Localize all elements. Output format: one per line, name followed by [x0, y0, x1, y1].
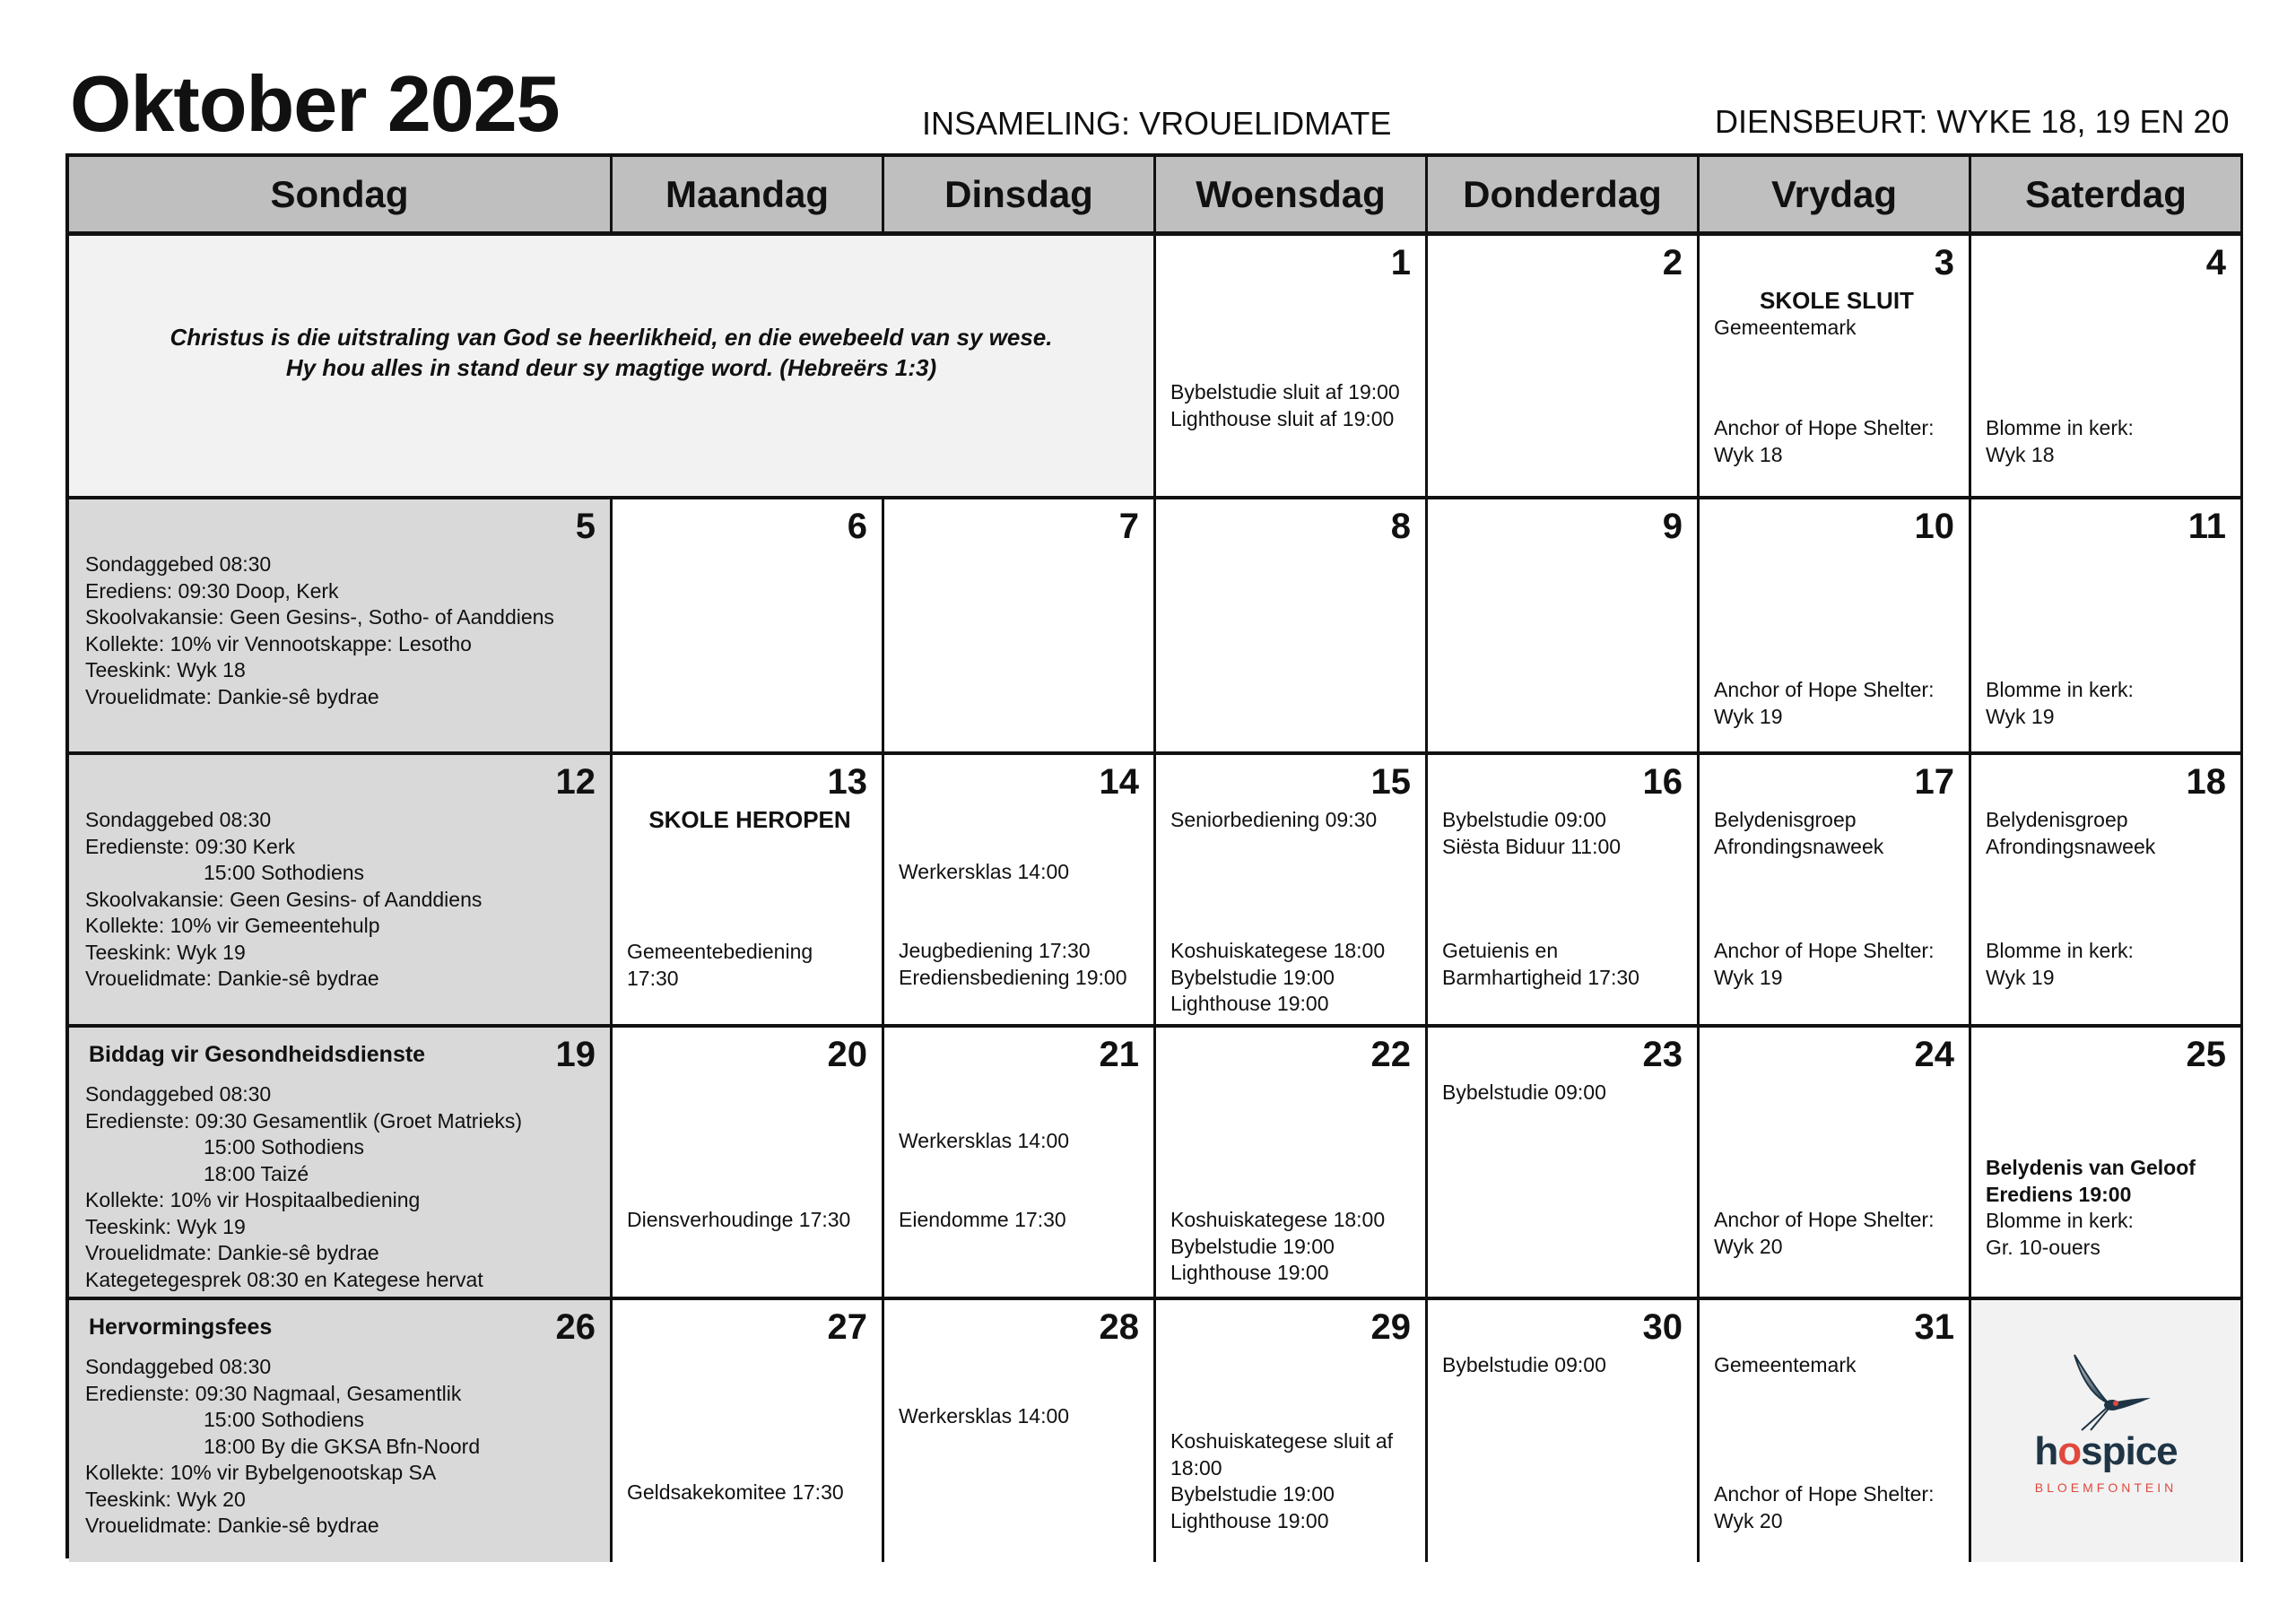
day-cell-7: [884, 499, 1156, 755]
event: Lighthouse 19:00: [1170, 992, 1329, 1015]
event: Gemeentemark: [1714, 315, 1857, 339]
day-cell-16: [1428, 755, 1700, 1028]
event: Lighthouse 19:00: [1170, 1261, 1329, 1284]
event: 18:00: [1170, 1455, 1222, 1480]
event: Werkersklas 14:00: [899, 1404, 1070, 1428]
event: Lighthouse sluit af 19:00: [1170, 406, 1395, 430]
event: Koshuiskategese 18:00: [1170, 939, 1386, 962]
day-number: 1: [1390, 243, 1411, 282]
event: Wyk 18: [1714, 442, 1783, 466]
event: Erediensbediening 19:00: [899, 965, 1127, 989]
event-bold: Belydenis van Geloof: [1986, 1156, 2196, 1179]
day-cell-12: [69, 755, 613, 1028]
day-number: 22: [1370, 1035, 1411, 1074]
day-number: 27: [827, 1307, 867, 1347]
day-number: 13: [827, 762, 867, 802]
event: Anchor of Hope Shelter:: [1714, 416, 1935, 439]
event: 15:00 Sothodiens: [204, 1135, 365, 1159]
day-cell-21: [884, 1028, 1156, 1300]
event: Bybelstudie 19:00: [1170, 965, 1335, 989]
calendar-grid: [65, 153, 2243, 1558]
event: Gemeentebediening: [627, 940, 813, 963]
event: Afrondingsnaweek: [1986, 834, 2156, 858]
day-cell-28: [884, 1300, 1156, 1562]
event: Gemeentemark: [1714, 1353, 1857, 1376]
event: Kollekte: 10% vir Gemeentehulp: [85, 914, 380, 937]
event: Teeskink: Wyk 19: [85, 1214, 246, 1238]
weekday-donderdag: Donderdag: [1428, 157, 1700, 236]
hospice-logo: [2034, 1351, 2177, 1502]
day-number: 5: [575, 507, 596, 546]
day-number: 8: [1390, 507, 1411, 546]
verse-line-2: Hy hou alles in stand deur sy magtige word. (Hebreërs 1:3): [285, 354, 937, 381]
event: Geldsakekomitee 17:30: [627, 1480, 844, 1504]
hospice-subtitle: BLOEMFONTEIN: [2034, 1480, 2178, 1496]
day-number: 6: [847, 507, 867, 546]
day-number: 18: [2186, 762, 2226, 802]
event: Gr. 10-ouers: [1986, 1235, 2100, 1259]
day-cell-4: [1971, 236, 2243, 499]
event: Blomme in kerk:: [1986, 416, 2134, 439]
event: Bybelstudie 09:00: [1442, 1353, 1606, 1376]
event: Sondaggebed 08:30: [85, 808, 272, 831]
event: Seniorbediening 09:30: [1170, 808, 1378, 831]
day-cell-1: [1156, 236, 1428, 499]
event: Sondaggebed 08:30: [85, 1082, 272, 1106]
day-cell-26: [69, 1300, 613, 1562]
event: Werkersklas 14:00: [899, 860, 1070, 883]
event: Kollekte: 10% vir Vennootskappe: Lesotho: [85, 631, 472, 655]
event: Wyk 20: [1714, 1508, 1783, 1532]
day-number: 3: [1934, 243, 1954, 282]
event: Eredienste: 09:30 Kerk: [85, 834, 295, 858]
event: Bybelstudie 19:00: [1170, 1482, 1335, 1506]
day-number: 10: [1914, 507, 1954, 546]
event: Skoolvakansie: Geen Gesins-, Sotho- of Aanddiens: [85, 605, 554, 629]
event: Koshuiskategese 18:00: [1170, 1208, 1386, 1231]
event: Eredienste: 09:30 Nagmaal, Gesamentlik: [85, 1381, 462, 1405]
day-number: 15: [1370, 762, 1411, 802]
weekday-vrydag: Vrydag: [1700, 157, 1971, 236]
day-cell-17: [1700, 755, 1971, 1028]
event: Koshuiskategese sluit af: [1170, 1429, 1394, 1453]
event: Vrouelidmate: Dankie-sê bydrae: [85, 967, 379, 990]
day-heading: Biddag vir Gesondheidsdienste: [89, 1042, 426, 1067]
event: Teeskink: Wyk 18: [85, 658, 246, 681]
day-cell-9: [1428, 499, 1700, 755]
event: 15:00 Sothodiens: [204, 861, 365, 884]
event: Barmhartigheid 17:30: [1442, 965, 1639, 989]
event: Vrouelidmate: Dankie-sê bydrae: [85, 1514, 379, 1537]
day-cell-19: [69, 1028, 613, 1300]
day-cell-3: [1700, 236, 1971, 499]
day-cell-10: [1700, 499, 1971, 755]
event: Teeskink: Wyk 20: [85, 1487, 246, 1511]
highlight-skole-sluit: SKOLE SLUIT: [1760, 287, 1914, 314]
day-number: 12: [555, 762, 596, 802]
diensbeurt-label: DIENSBEURT: WYKE 18, 19 EN 20: [1715, 103, 2230, 140]
event-bold: Erediens 19:00: [1986, 1182, 2132, 1206]
day-number: 16: [1642, 762, 1683, 802]
day-cell-18: [1971, 755, 2243, 1028]
day-cell-15: [1156, 755, 1428, 1028]
event: Erediens: 09:30 Doop, Kerk: [85, 578, 339, 603]
day-number: 23: [1642, 1035, 1683, 1074]
day-cell-30: [1428, 1300, 1700, 1562]
event: 18:00 By die GKSA Bfn-Noord: [204, 1434, 481, 1458]
event: Kollekte: 10% vir Hospitaalbediening: [85, 1188, 421, 1211]
event: Lighthouse 19:00: [1170, 1508, 1329, 1532]
day-number: 9: [1662, 507, 1683, 546]
day-cell-27: [613, 1300, 884, 1562]
event: Wyk 19: [1986, 704, 2055, 728]
day-heading: Hervormingsfees: [89, 1315, 273, 1340]
event: 15:00 Sothodiens: [204, 1408, 365, 1431]
day-cell-8: [1156, 499, 1428, 755]
event: Getuienis en: [1442, 939, 1559, 962]
event: Siësta Biduur 11:00: [1442, 834, 1622, 858]
event: Vrouelidmate: Dankie-sê bydrae: [85, 684, 379, 708]
event: Wyk 19: [1714, 965, 1783, 989]
page-title: Oktober 2025: [70, 59, 560, 148]
day-number: 21: [1099, 1035, 1139, 1074]
day-number: 28: [1099, 1307, 1139, 1347]
day-cell-13: [613, 755, 884, 1028]
event: Afrondingsnaweek: [1714, 834, 1884, 858]
day-number: 19: [555, 1035, 596, 1074]
event: Anchor of Hope Shelter:: [1714, 1208, 1935, 1231]
day-events-bottom: [1170, 379, 1416, 432]
event: Anchor of Hope Shelter:: [1714, 1482, 1935, 1506]
event: Wyk 18: [1986, 442, 2055, 466]
event: Anchor of Hope Shelter:: [1714, 939, 1935, 962]
event: Werkersklas 14:00: [899, 1129, 1070, 1152]
day-number: 11: [2187, 507, 2226, 546]
event: Belydenisgroep: [1714, 808, 1857, 831]
event: Bybelstudie sluit af 19:00: [1170, 380, 1400, 404]
day-number: 7: [1118, 507, 1139, 546]
event: Belydenisgroep: [1986, 808, 2128, 831]
day-cell-5: [69, 499, 613, 755]
day-number: 4: [2205, 243, 2226, 282]
event: Diensverhoudinge 17:30: [627, 1208, 851, 1231]
day-number: 20: [827, 1035, 867, 1074]
event: Skoolvakansie: Geen Gesins- of Aanddiens: [85, 887, 483, 911]
day-cell-23: [1428, 1028, 1700, 1300]
event: Blomme in kerk:: [1986, 1209, 2134, 1232]
weekday-maandag: Maandag: [613, 157, 884, 236]
event: Blomme in kerk:: [1986, 939, 2134, 962]
day-cell-20: [613, 1028, 884, 1300]
event: Bybelstudie 19:00: [1170, 1234, 1335, 1258]
day-cell-11: [1971, 499, 2243, 755]
day-number: 30: [1642, 1307, 1683, 1347]
event: Vrouelidmate: Dankie-sê bydrae: [85, 1241, 379, 1264]
day-number: 14: [1099, 762, 1139, 802]
day-number: 24: [1914, 1035, 1954, 1074]
event: Kollekte: 10% vir Bybelgenootskap SA: [85, 1461, 437, 1484]
day-cell-25: [1971, 1028, 2243, 1300]
event: Bybelstudie 09:00: [1442, 808, 1606, 831]
day-cell-14: [884, 755, 1156, 1028]
day-cell-6: [613, 499, 884, 755]
day-number: 26: [555, 1307, 596, 1347]
swallow-bird-icon: [2039, 1351, 2173, 1432]
hospice-logo-cell: [1971, 1300, 2243, 1562]
event: Eredienste: 09:30 Gesamentlik (Groet Matrieks): [85, 1108, 523, 1133]
weekday-dinsdag: Dinsdag: [884, 157, 1156, 236]
event: Sondaggebed 08:30: [85, 552, 272, 576]
day-number: 31: [1914, 1307, 1954, 1347]
event: Wyk 20: [1714, 1234, 1783, 1258]
weekday-saterdag: Saterdag: [1971, 157, 2243, 236]
day-cell-2: [1428, 236, 1700, 499]
event: 18:00 Taizé: [204, 1161, 309, 1185]
day-number: 25: [2186, 1035, 2226, 1074]
day-cell-31: [1700, 1300, 1971, 1562]
event: Sondaggebed 08:30: [85, 1355, 272, 1378]
event: Wyk 19: [1714, 704, 1783, 728]
day-cell-24: [1700, 1028, 1971, 1300]
day-cell-29: [1156, 1300, 1428, 1562]
day-cell-22: [1156, 1028, 1428, 1300]
day-number: 29: [1370, 1307, 1411, 1347]
event: Jeugbediening 17:30: [899, 939, 1091, 962]
scripture-verse-cell: [69, 236, 1156, 499]
weekday-woensdag: Woensdag: [1156, 157, 1428, 236]
highlight-skole-heropen: SKOLE HEROPEN: [648, 806, 851, 833]
event: Bybelstudie 09:00: [1442, 1081, 1606, 1104]
event: Teeskink: Wyk 19: [85, 940, 246, 964]
insameling-label: INSAMELING: VROUELIDMATE: [922, 105, 1392, 142]
event: Wyk 19: [1986, 965, 2055, 989]
day-number: 2: [1662, 243, 1683, 282]
event: Blomme in kerk:: [1986, 678, 2134, 701]
event: Anchor of Hope Shelter:: [1714, 678, 1935, 701]
hospice-wordmark: hospice: [2034, 1429, 2178, 1474]
event: Eiendomme 17:30: [899, 1208, 1066, 1231]
day-number: 17: [1914, 762, 1954, 802]
weekday-sondag: Sondag: [69, 157, 613, 236]
event: 17:30: [627, 966, 679, 990]
verse-line-1: Christus is die uitstraling van God se heerlikheid, en die ewebeeld van sy wese.: [170, 324, 1053, 351]
event: Kategetegesprek 08:30 en Kategese hervat: [85, 1267, 483, 1291]
